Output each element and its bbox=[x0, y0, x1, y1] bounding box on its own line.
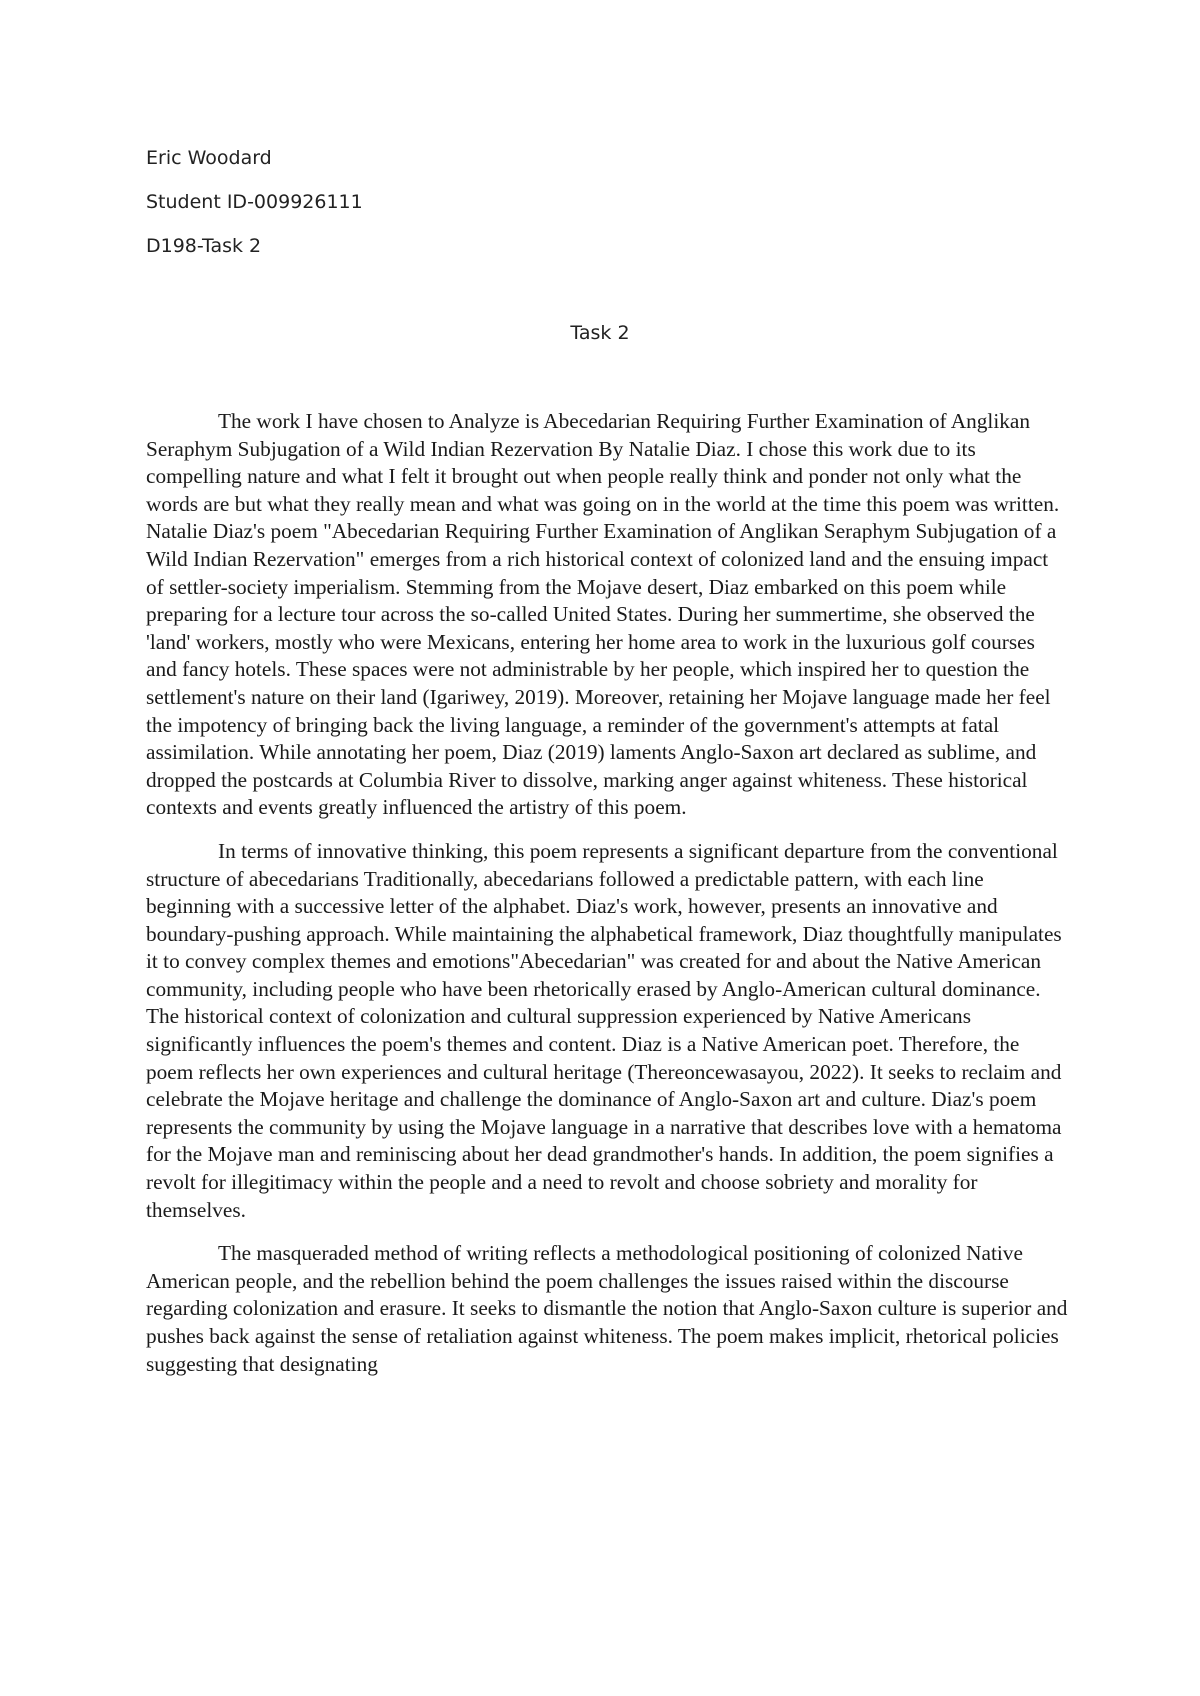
document-header bbox=[146, 143, 363, 275]
document-body bbox=[146, 408, 1068, 1394]
paragraph-3: The masqueraded method of writing reflects a methodological positioning of colonized Native American people, and the rebellion behind the poem challenges the issues raised within the discourse regarding colonization and erasure. It seeks to dismantle the notion that Anglo-Saxon culture is superior and pushes back against the sense of retaliation against whiteness. The poem makes implicit, rhetorical policies suggesting that designating bbox=[146, 1241, 1068, 1376]
student-id: Student ID-009926111 bbox=[146, 191, 363, 213]
course-task: D198-Task 2 bbox=[146, 235, 262, 257]
paragraph-1: The work I have chosen to Analyze is Abecedarian Requiring Further Examination of Anglikan Seraphym Subjugation of a Wild Indian Rezervation By Natalie Diaz. I chose this work due to its compelling nature and what I felt it brought out when people really think and ponder not only what the words are but what they really mean and what was going on in the world at the time this poem was written. Natalie Diaz's poem "Abecedarian Requiring Further Examination of Anglikan Seraphym Subjugation of a Wild Indian Rezervation" emerges from a rich historical context of colonized land and the ensuing impact of settler-society imperialism. Stemming from the Mojave desert, Diaz embarked on this poem while preparing for a lecture tour across the so-called United States. During her summertime, she observed the 'land' workers, mostly who were Mexicans, entering her home area to work in the luxurious golf courses and fancy hotels. These spaces were not administrable by her people, which inspired her to question the settlement's nature on their land (Igariwey, 2019). Moreover, retaining her Mojave language made her feel the impotency of bringing back the living language, a reminder of the government's attempts at fatal assimilation. While annotating her poem, Diaz (2019) laments Anglo-Saxon art declared as sublime, and dropped the postcards at Columbia River to dissolve, marking anger against whiteness. These historical contexts and events greatly influenced the artistry of this poem. bbox=[146, 409, 1060, 820]
paragraph-2: In terms of innovative thinking, this poem represents a significant departure from the conventional structure of abecedarians Traditionally, abecedarians followed a predictable pattern, with each line beginning with a successive letter of the alphabet. Diaz's work, however, presents an innovative and boundary-pushing approach. While maintaining the alphabetical framework, Diaz thoughtfully manipulates it to convey complex themes and emotions"Abecedarian" was created for and about the Native American community, including people who have been rhetorically erased by Anglo-American cultural dominance. The historical context of colonization and cultural suppression experienced by Native Americans significantly influences the poem's themes and content. Diaz is a Native American poet. Therefore, the poem reflects her own experiences and cultural heritage (Thereoncewasayou, 2022). It seeks to reclaim and celebrate the Mojave heritage and challenge the dominance of Anglo-Saxon art and culture. Diaz's poem represents the community by using the Mojave language in a narrative that describes love with a hematoma for the Mojave man and reminiscing about her dead grandmother's hands. In addition, the poem signifies a revolt for illegitimacy within the people and a need to revolt and choose sobriety and morality for themselves. bbox=[146, 838, 1062, 1222]
author-name: Eric Woodard bbox=[146, 147, 272, 169]
document-title: Task 2 bbox=[570, 322, 630, 344]
